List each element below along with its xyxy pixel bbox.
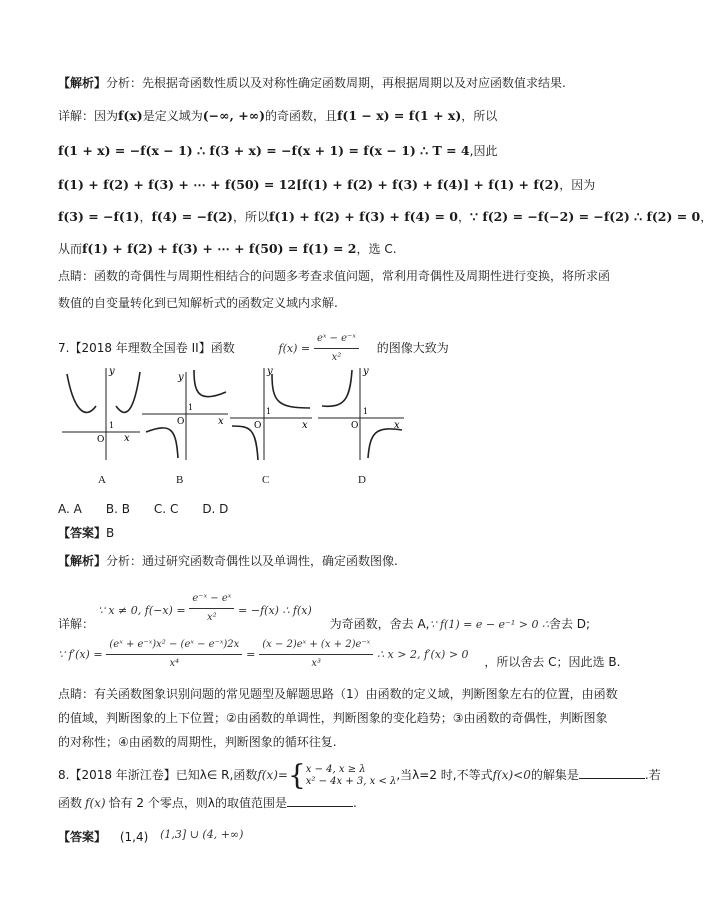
separator: ， [458, 210, 471, 224]
equation-line-4 [58, 240, 397, 258]
curve-left [232, 426, 258, 460]
equation-line-2 [58, 176, 595, 194]
graph-c [230, 362, 314, 462]
unit-label: 1 [109, 421, 115, 430]
origin-label: O [97, 435, 105, 445]
math-period: f(1 + x) = −f(x − 1) ∴ f(3 + x) = −f(x + 1) = f(x − 1) ∴ T = 4 [58, 143, 470, 158]
deriv-text: ，所以舍去 C；因此选 B. [484, 655, 621, 669]
axis-y-label: y [178, 372, 184, 383]
q8-stem [58, 760, 661, 791]
q7-denominator: x² [331, 352, 342, 363]
comment-label: 点睛： [58, 687, 95, 701]
q7-fx: f(x) = [278, 342, 311, 355]
caption-a: A [98, 474, 106, 486]
deriv-denominator: x⁴ [169, 658, 180, 669]
math-sum4: f(1) + f(2) + f(3) + f(4) = 0 [268, 209, 458, 224]
detail-text: ，所以 [232, 210, 269, 224]
answer-value: B [106, 526, 115, 540]
math-f4: f(4) = −f(2) [151, 209, 233, 224]
math-f3: f(3) = −f(1) [58, 209, 140, 224]
origin-label: O [351, 421, 359, 431]
equation-line-3 [58, 208, 712, 226]
detail-text: 从而 [58, 242, 83, 256]
q7-prefix: 7.【2018 年理数全国卷 II】函数 [58, 341, 235, 355]
deriv-fraction-2 [259, 636, 373, 673]
detail-denominator: x² [207, 612, 217, 623]
detail-text: ，选 C. [356, 242, 397, 256]
detail-text: ,因此 [469, 144, 498, 158]
q8-line-2 [58, 794, 357, 812]
comment-text: 函数的奇偶性与周期性相结合的问题多考查求值问题，常利用奇偶性及周期性进行变换，将所求函 [94, 269, 611, 283]
detail-formula: = −f(x) ∴ f(x) [238, 604, 312, 617]
q7-comment-1 [58, 685, 618, 703]
unit-label: 1 [363, 407, 369, 416]
math-f2: ∵ f(2) = −f(−2) = −f(2) ∴ f(2) = 0 [470, 209, 701, 224]
comment-text: 的对称性；④由函数的周期性，判断图象的循环往复. [58, 735, 337, 749]
detail-numerator: e⁻ˣ − eˣ [189, 590, 234, 609]
analysis-label: 【解析】 [58, 554, 107, 568]
detail-text: 的奇函数，且 [265, 109, 338, 123]
curve-right [116, 372, 140, 412]
deriv-numerator: (x − 2)eˣ + (x + 2)e⁻ˣ [259, 636, 373, 655]
deriv-numerator: (eˣ + e⁻ˣ)x² − (eˣ − e⁻ˣ)2x [106, 636, 242, 655]
deriv-eq: = [246, 648, 256, 661]
graph-d [318, 362, 406, 462]
q7-comment-3 [58, 733, 337, 751]
separator: ， [700, 210, 712, 224]
q8-inequality: f(x)<0 [492, 768, 531, 782]
q8-piece-2: x² − 4x + 3, x < λ [305, 775, 397, 787]
graph-c-svg [230, 362, 314, 462]
analysis-text: 分析：通过研究函数奇偶性以及单调性，确定函数图像. [106, 554, 398, 568]
q8-brace: { [287, 758, 306, 792]
deriv-formula: ∵ f′(x) = [58, 648, 103, 661]
q8-text: 的解集是 [530, 768, 579, 782]
origin-label: O [254, 421, 262, 431]
math-sum: f(1) + f(2) + f(3) + ⋯ + f(50) = 12[f(1) + f(2) + f(3) + f(4)] + f(1) + f(2) [58, 177, 560, 192]
q8-piecewise [306, 764, 397, 788]
answer-value-2: (1,3] ∪ (4, +∞) [160, 828, 244, 841]
q8-text: 函数 [58, 796, 83, 810]
q7-suffix: 的图像大致为 [376, 341, 449, 355]
q7-derivative [58, 636, 620, 673]
axis-y-label: y [363, 366, 369, 377]
detail-text: 是定义域为 [142, 109, 203, 123]
axis-y-label: y [267, 366, 273, 377]
q8-fx: f(x)= [257, 768, 288, 782]
curve-left [146, 428, 178, 458]
answer-blank-1[interactable] [579, 766, 645, 779]
q8-text: 恰有 2 个零点，则λ的取值范围是 [108, 796, 287, 810]
origin-label: O [177, 417, 185, 427]
answer-blank-2[interactable] [287, 794, 353, 807]
comment-text: 有关函数图象识别问题的常见题型及解题思路（1）由函数的定义域，判断图象左右的位置，由函数 [94, 687, 618, 701]
deriv-fraction-1 [106, 636, 242, 673]
detail-text: 为奇函数，舍去 A, [329, 617, 430, 631]
math-result: f(1) + f(2) + f(3) + ⋯ + f(50) = f(1) = 2 [82, 241, 357, 256]
q8-prefix: 8.【2018 年浙江卷】已知λ∈ R,函数 [58, 768, 258, 782]
detail-text: ，因为 [559, 178, 596, 192]
analysis-line [58, 74, 566, 92]
detail-label: 详解： [58, 617, 95, 631]
q8-text: .若 [644, 768, 661, 782]
curve-right [272, 374, 310, 408]
q8-text: . [352, 796, 357, 810]
detail-formula: ∵ x ≠ 0, f(−x) = [97, 604, 186, 617]
q8-text: ,当λ=2 时,不等式 [396, 768, 493, 782]
detail-text: 舍去 D; [548, 617, 591, 631]
answer-label: 【答案】 [58, 830, 107, 844]
separator: ， [139, 210, 152, 224]
axis-x-label: x [302, 420, 308, 431]
graph-d-svg [318, 362, 406, 462]
axis-x-label: x [394, 420, 400, 431]
detail-label: 详解： [58, 109, 95, 123]
axis-y-label: y [109, 366, 115, 377]
unit-label: 1 [188, 403, 194, 412]
deriv-formula: ∴ x > 2, f′(x) > 0 [377, 648, 469, 661]
unit-label: 1 [266, 407, 272, 416]
math-fx: f(x) [118, 108, 143, 123]
q7-detail [58, 590, 590, 634]
q8-answer [58, 826, 243, 846]
curve-right [368, 429, 402, 458]
q7-analysis [58, 552, 398, 570]
axis-x-label: x [124, 433, 130, 444]
axis-x-label: x [218, 416, 224, 427]
math-domain: (−∞, +∞) [202, 108, 266, 123]
comment-text: 数值的自变量转化到已知解析式的函数定义域内求解. [58, 296, 338, 310]
graph-a-svg [62, 362, 142, 462]
equation-line-1 [58, 142, 497, 160]
answer-label: 【答案】 [58, 526, 107, 540]
deriv-denominator: x³ [311, 658, 322, 669]
math-symmetry: f(1 − x) = f(1 + x) [337, 108, 462, 123]
caption-d: D [358, 474, 366, 486]
q7-answer [58, 524, 114, 542]
detail-line [58, 107, 497, 125]
q8-fx: f(x) [85, 796, 106, 810]
curve-left [67, 374, 96, 412]
detail-text: 因为 [94, 109, 119, 123]
caption-c: C [262, 474, 270, 486]
q8-piece-1: x − 4, x ≥ λ [305, 763, 366, 775]
caption-b: B [176, 474, 184, 486]
detail-formula: ∵ f(1) = e − e⁻¹ > 0 ∴ [429, 618, 549, 631]
analysis-label: 【解析】 [58, 76, 107, 90]
graph-a [62, 362, 142, 462]
q7-numerator: eˣ − e⁻ˣ [314, 330, 359, 349]
graph-b-svg [142, 362, 230, 462]
graph-b [142, 362, 230, 462]
detail-fraction [189, 590, 234, 627]
analysis-text: 分析：先根据奇函数性质以及对称性确定函数周期，再根据周期以及对应函数值求结果. [106, 76, 566, 90]
comment-label: 点睛： [58, 269, 95, 283]
curve-right [194, 370, 226, 397]
q7-comment-2 [58, 709, 608, 727]
detail-text: ，所以 [461, 109, 498, 123]
comment-text: 的值域，判断图象的上下位置；②由函数的单调性，判断图象的变化趋势；③由函数的奇偶性，判断图象 [58, 711, 608, 725]
comment-line-2 [58, 294, 338, 312]
q7-options: A. A B. B C. C D. D [58, 502, 229, 516]
comment-line-1 [58, 267, 610, 285]
answer-value-1: (1,4) [119, 830, 149, 844]
curve-left [322, 370, 352, 406]
